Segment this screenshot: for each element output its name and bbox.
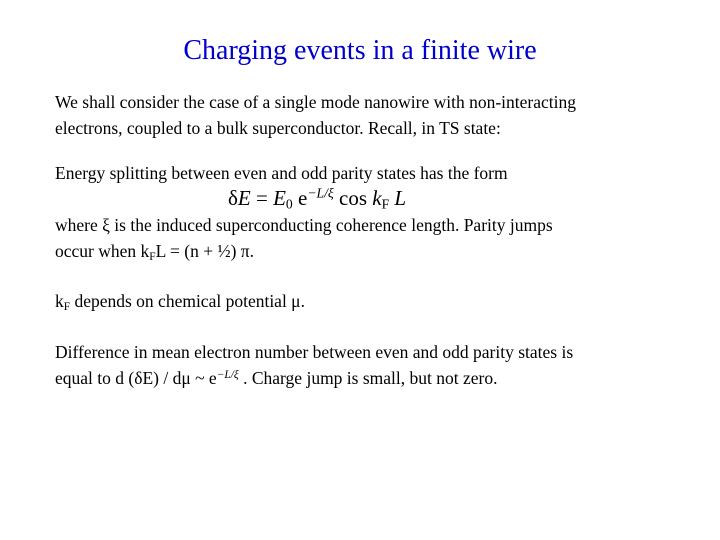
eq-delta: δ: [228, 186, 238, 210]
charge-line-2a: equal to d (δE) / dμ ~ e: [55, 368, 217, 388]
eq-exponent: −L/ξ: [307, 185, 334, 201]
coherence-line-1: where ξ is the induced superconducting coherence length. Parity jumps: [55, 215, 553, 235]
coherence-line-2a: occur when k: [55, 241, 150, 261]
eq-exp-base: e: [292, 186, 308, 210]
kf-rest: depends on chemical potential μ.: [70, 291, 305, 311]
energy-splitting-equation: [228, 183, 406, 213]
eq-E0: E: [273, 186, 286, 210]
intro-line-2: electrons, coupled to a bulk superconductor. Recall, in TS state:: [55, 118, 501, 138]
coherence-paragraph: [55, 212, 675, 264]
charge-jump-paragraph: [55, 339, 675, 391]
eq-subscript-0: 0: [285, 196, 293, 212]
eq-subscript-F: F: [381, 196, 390, 212]
charge-line-1: Difference in mean electron number between even and odd parity states is: [55, 342, 574, 362]
charge-exponent: −L/ξ: [216, 368, 239, 381]
eq-k: k: [372, 186, 382, 210]
slide-title: Charging events in a finite wire: [183, 35, 537, 66]
eq-equals: =: [250, 186, 274, 210]
chemical-potential-paragraph: [55, 288, 675, 314]
kf-k: k: [55, 291, 64, 311]
charge-line-2b: . Charge jump is small, but not zero.: [238, 368, 498, 388]
eq-E: E: [237, 186, 251, 210]
eq-cos: cos: [333, 186, 373, 210]
eq-L: L: [389, 186, 407, 210]
coherence-line-2b: L = (n + ½) π.: [155, 241, 255, 261]
intro-paragraph: [55, 89, 675, 141]
coherence-subscript-F: F: [149, 250, 156, 263]
intro-line-1: We shall consider the case of a single mode nanowire with non-interacting: [55, 92, 576, 112]
energy-splitting-text: Energy splitting between even and odd parity states has the form: [55, 163, 508, 183]
kf-subscript-F: F: [63, 300, 71, 313]
